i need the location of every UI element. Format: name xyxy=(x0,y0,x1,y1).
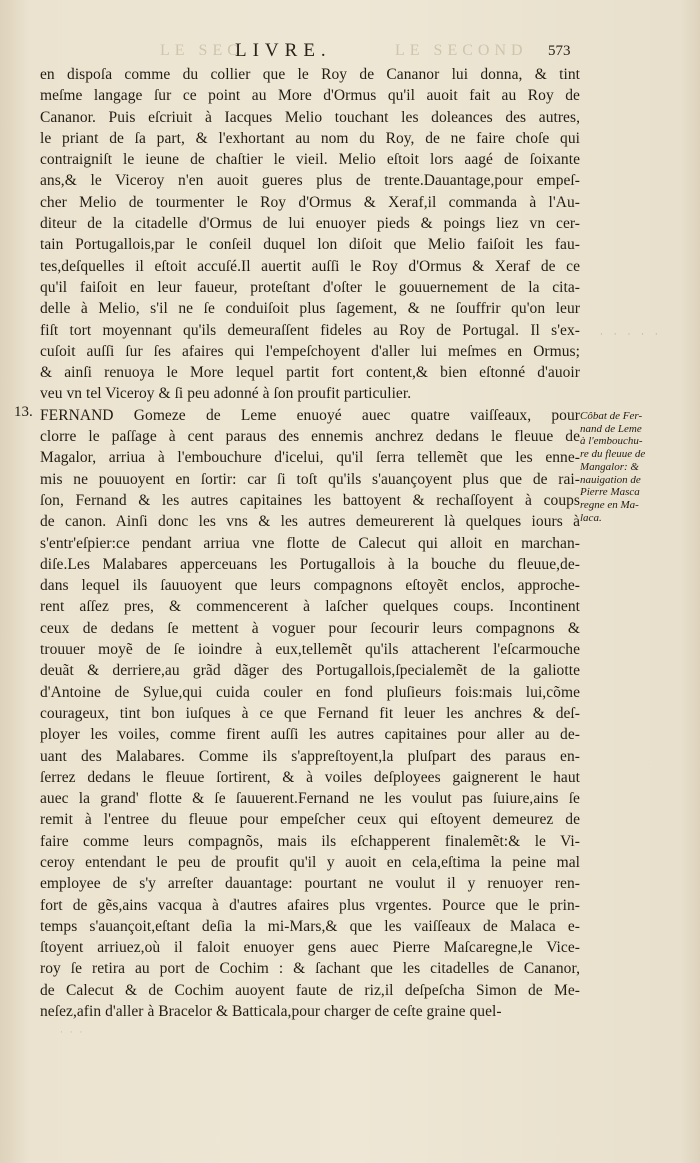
text-line: fort de gẽs,ains vacqua à d'autres afaires plus vrgentes. Pource que le prin- xyxy=(40,896,580,914)
margin-note-line: Pierre Masca xyxy=(580,486,640,499)
text-line: clorre le paſſage à cent paraus des ennemis anchrez dedans le fleuue de xyxy=(40,428,580,446)
text-line: ſon, Fernand & les autres capitaines les battoyent & rechaſſoyent à coups xyxy=(40,491,580,509)
text-line: deuãt & derriere,au grãd dãger des Portugallois,ſpecialemẽt de la galiotte xyxy=(40,662,580,680)
text-line: auec la grand' flotte & ſe ſauuerent.Fernand ne les voulut pas ſuiure,ains ſe xyxy=(40,790,580,808)
margin-note-line: Mangalor: & xyxy=(580,460,639,473)
margin-note xyxy=(580,410,692,524)
text-line: FERNAND Gomeze de Leme enuoyé auec quatre vaiſſeaux, pour xyxy=(40,406,580,424)
text-line: remit à l'entree du fleuue pour empeſcher ceux qui eſtoyent demeurez de xyxy=(40,811,580,829)
show-through-text-left: LE SEC xyxy=(160,42,243,59)
text-line: faire comme leurs compagnõs, mais ils eſchapperent finalemẽt:& le Vi- xyxy=(40,832,580,850)
margin-note-line: regne en Ma- xyxy=(580,498,639,511)
text-line: temps s'auançoit,eſtant deſia la mi-Mars,& que les vaiſſeaux de Malaca e- xyxy=(40,917,580,935)
text-line: cuſoit auſſi ſur ſes afaires qui l'empeſchoyent d'aller lui meſmes en Ormus; xyxy=(40,342,580,360)
text-line: Magalor, arriua à l'embouchure d'icelui, qu'il ſerra tellemẽt que les enne- xyxy=(40,449,580,467)
text-line: cher Melio de tourmenter le Roy d'Ormus & Xeraf,il commanda à l'Au- xyxy=(40,193,580,211)
margin-note-line: Côbat de Fer- xyxy=(580,410,643,422)
text-line: fiſt tort moyennant qu'ils demeuraſſent fideles au Roy de Portugal. Il s'ex- xyxy=(40,321,580,339)
margin-note-line: nand de Leme xyxy=(580,422,642,435)
body-text xyxy=(40,64,580,1022)
text-line: Cananor. Puis eſcriuit à Iacques Melio touchant les doleances des autres, xyxy=(40,108,580,126)
text-line: roy ſe retira au port de Cochim : & ſachant que les citadelles de Cananor, xyxy=(40,960,580,978)
margin-note-line: re du fleuue de xyxy=(580,448,646,461)
text-line: en dispoſa comme du collier que le Roy de Cananor lui donna, & tint xyxy=(40,66,580,83)
text-line: trouuer moyẽ de ſe ioindre à eux,tellemẽt qu'ils attacherent l'eſcarmouche xyxy=(40,641,580,659)
page-number: 573 xyxy=(548,43,571,59)
ink-bleed-mark: · · · xyxy=(60,1028,85,1038)
running-title: LIVRE. xyxy=(235,40,332,61)
text-line: courageux, tint bon iuſques à ce que Fernand fit leuer les anchres & deſ- xyxy=(40,704,580,722)
text-line: neſez,afin d'aller à Bracelor & Batticala,pour charger de ceſte graine quel- xyxy=(40,1003,502,1021)
text-line: employee de s'y arreſter dauantage: pourtant ne voulut il y renuoyer ren- xyxy=(40,875,580,893)
text-line: diſe.Les Malabares apperceuans les Portugallois à la bouche du fleuue,de- xyxy=(40,555,580,573)
text-line: tain Portugallois,par le conſeil duquel lon diſoit que Melio faiſoit les fau- xyxy=(40,236,580,254)
text-line: uant des Malabares. Comme ils s'appreſtoyent,la pluſpart des paraus en- xyxy=(40,747,580,765)
text-line: veu vn tel Viceroy & ſi peu adonné à ſon proufit particulier. xyxy=(40,385,412,403)
text-line: diteur de la citadelle d'Ormus de lui enuoyer pieds & poings liez vn cer- xyxy=(40,215,580,233)
show-through-text-right: LE SECOND xyxy=(395,42,528,59)
text-line: ceux de dedans ſe mettent à voguer pour ſecourir leurs compagnons & xyxy=(40,619,580,637)
margin-note-line: nauigation de xyxy=(580,473,641,486)
text-line: contraigniſt le ieune de chaſtier le vieil. Melio eſtoit lors aagé de ſoixante xyxy=(40,151,580,169)
text-line: meſme langage ſur ce point au More d'Ormus qu'il auoit fait au Roy de xyxy=(40,87,580,105)
margin-note-line: à l'embouchu- xyxy=(580,435,643,448)
text-line: dans lequel ils ſauuoyent que leurs compagnons eſtoyẽt enclos, approche- xyxy=(40,577,580,595)
paragraph-number: 13. xyxy=(14,404,33,420)
text-line: delle à Melio, s'il ne ſe conduiſoit plus ſagement, & ne ſouffrir qu'on leur xyxy=(40,300,580,318)
text-line: rent aſſez pres, & commencerent à laſcher quelques coups. Incontinent xyxy=(40,598,580,616)
text-line: qu'il faiſoit en leur faueur, proteſtant d'oſter le gouuernement de la cita- xyxy=(40,278,580,296)
text-line: de canon. Ainſi donc les vns & les autres demeurerent là quelques iours à xyxy=(40,513,580,531)
ink-specks: · · · · · xyxy=(600,330,662,340)
text-line: ſtoyent arriuez,où il faloit enuoyer gens auec Pierre Maſcaregne,le Vice- xyxy=(40,939,580,957)
text-line: d'Antoine de Sylue,qui cuida couler en fond pluſieurs fois:mais lui,cõme xyxy=(40,683,580,701)
text-line: ceroy entendant le peu de proufit qu'il y auoit en cela,eſtima la peine mal xyxy=(40,853,580,871)
text-line: tes,deſquelles il eſtoit accuſé.Il auertit auſſi le Roy d'Ormus & Xeraf de ce xyxy=(40,257,580,275)
text-line: mis ne pouuoyent en ſortir: car ſi toſt qu'ils s'auançoyent plus que de rai- xyxy=(40,470,580,488)
text-line: & ainſi renuoya le More lequel partit fort content,& bien eſtonné d'auoir xyxy=(40,364,580,382)
text-line: ans,& le Viceroy n'en auoit gueres plus de trente.Dauantage,pour empeſ- xyxy=(40,172,580,190)
text-line: le priant de ſa part, & l'exhortant au nom du Roy, de ne faire choſe qui xyxy=(40,129,580,147)
text-line: de Calecut & de Cochim auoyent faute de riz,il deſpeſcha Simon de Me- xyxy=(40,981,580,999)
margin-note-line: laca. xyxy=(580,511,602,524)
text-line: ſerrez dedans le fleuue ſortirent, & à voiles deſployees gaignerent le haut xyxy=(40,768,580,786)
text-line: s'entr'eſpier:ce pendant arriua vne flotte de Calecut qui alloit en marchan- xyxy=(40,534,580,552)
text-line: ployer les voiles, comme firent auſſi les autres capitaines pour aller au de- xyxy=(40,726,580,744)
